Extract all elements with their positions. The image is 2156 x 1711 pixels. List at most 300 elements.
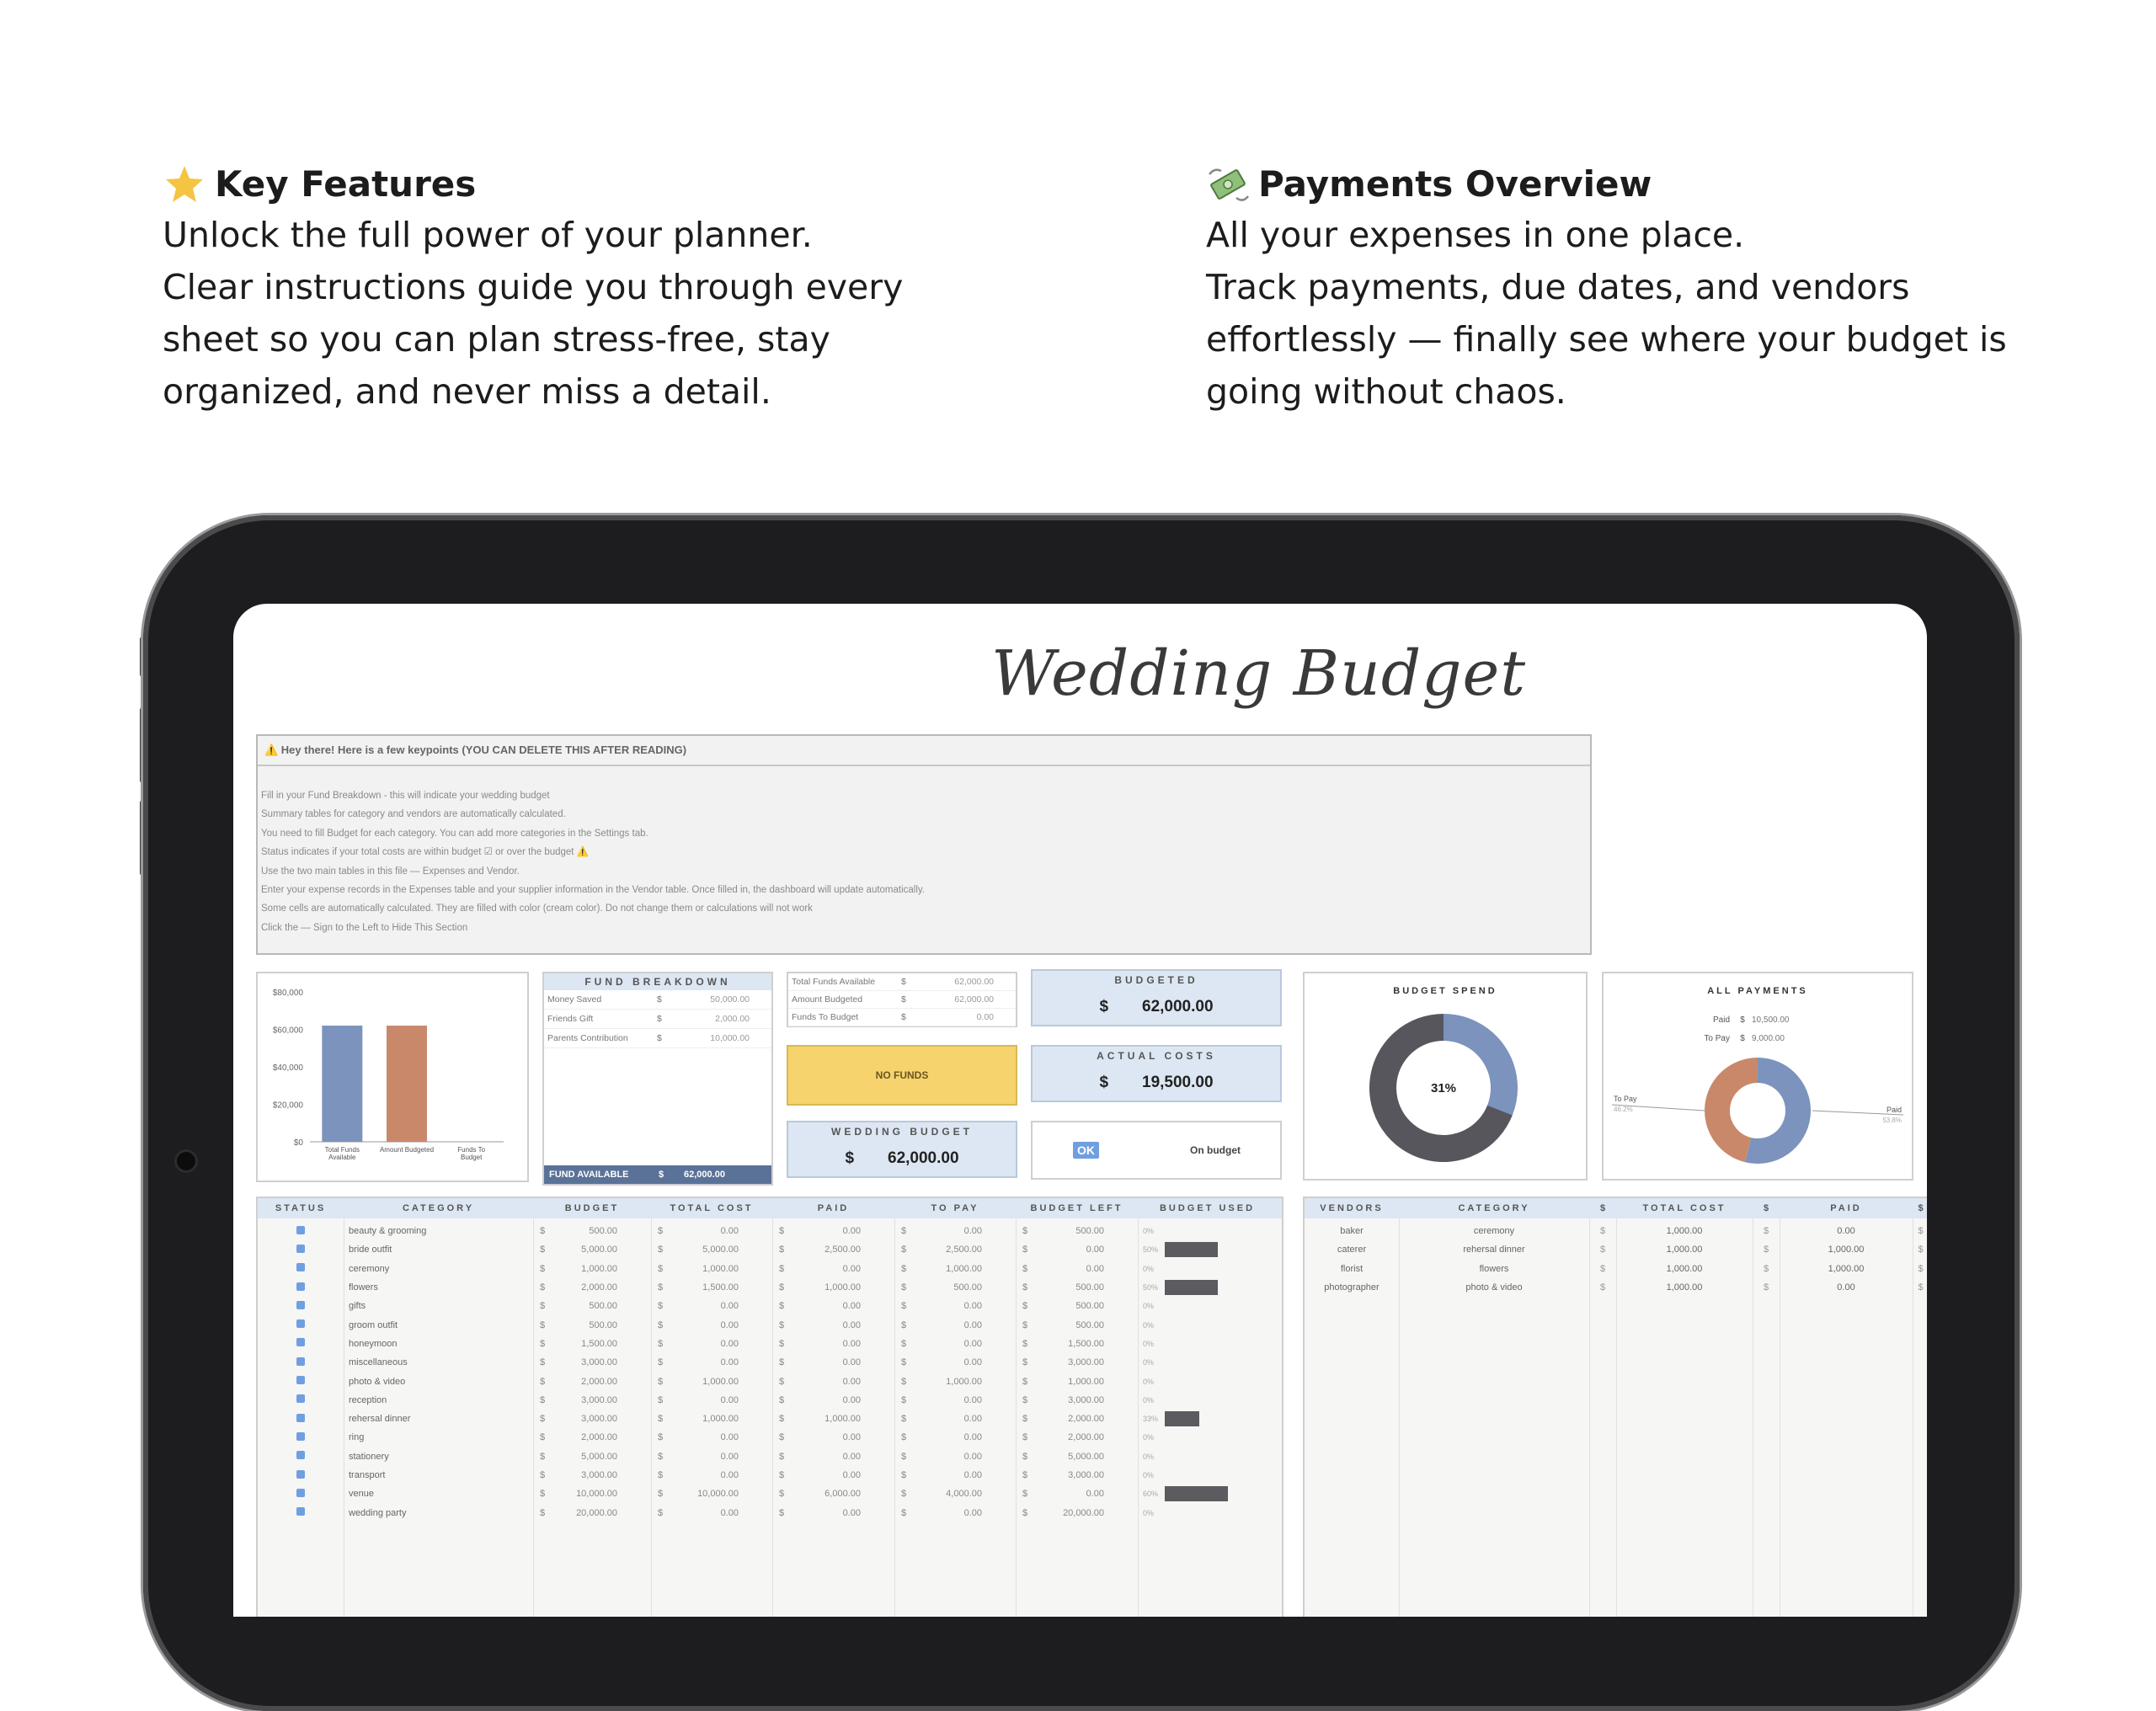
column-header[interactable]: BUDGET USED <box>1159 1203 1256 1213</box>
vendor-table <box>1303 1197 1927 1617</box>
money-value: 1,500.00 <box>581 1338 617 1349</box>
currency-symbol: $ <box>1599 1282 1606 1293</box>
money-value: 0.00 <box>963 1451 982 1462</box>
money-value: 3,000.00 <box>581 1394 617 1405</box>
budget-status <box>1031 1121 1282 1180</box>
currency-symbol: $ <box>658 1301 664 1312</box>
column-header[interactable]: $ <box>1918 1203 1924 1213</box>
paid-cell: 1,000.00 <box>1828 1263 1865 1274</box>
currency-symbol: $ <box>540 1226 546 1237</box>
money-value: 10,000.00 <box>697 1489 739 1500</box>
money-cell <box>772 1452 894 1462</box>
money-value: 5,000.00 <box>581 1245 617 1255</box>
checkbox-icon[interactable] <box>296 1432 305 1441</box>
sheet-title: Wedding Budget <box>991 637 1527 710</box>
money-value: 0.00 <box>1086 1489 1104 1500</box>
y-tick-label: $0 <box>293 1138 303 1148</box>
currency-symbol: $ <box>540 1245 546 1255</box>
money-cell <box>651 1452 772 1462</box>
currency-symbol: $ <box>658 1357 664 1368</box>
checkbox-icon[interactable] <box>296 1226 305 1234</box>
currency-symbol: $ <box>1022 1282 1028 1293</box>
budget-used-cell <box>1138 1486 1277 1501</box>
column-divider <box>1138 1218 1139 1617</box>
currency-symbol: $ <box>1022 1263 1028 1274</box>
budget-spend-title: BUDGET SPEND <box>1393 986 1497 996</box>
currency-symbol: $ <box>1918 1282 1924 1293</box>
money-cell <box>894 1432 1016 1442</box>
table-row[interactable] <box>258 1278 1282 1297</box>
money-value: 0.00 <box>842 1301 861 1312</box>
money-cell <box>533 1301 651 1311</box>
instructions-header: ⚠️ Hey there! Here is a few keypoints (YOU CAN DELETE THIS AFTER READING) <box>258 736 1590 766</box>
money-cell <box>894 1339 1016 1349</box>
wedding-budget-value: 62,000.00 <box>888 1149 959 1167</box>
money-cell <box>651 1377 772 1387</box>
fund-breakdown-table <box>542 972 773 1186</box>
topay-slice-pct: 46.2% <box>1614 1106 1633 1113</box>
money-cell <box>651 1414 772 1424</box>
money-value: 3,000.00 <box>581 1357 617 1368</box>
money-cell <box>1016 1395 1138 1405</box>
money-cell <box>533 1470 651 1480</box>
currency-symbol: $ <box>658 1394 664 1405</box>
money-value: 1,000.00 <box>581 1263 617 1274</box>
paid-cell: 0.00 <box>1837 1282 1855 1293</box>
money-value: 1,500.00 <box>702 1282 739 1293</box>
budget-used-label: 0% <box>1143 1264 1155 1273</box>
money-cell <box>894 1489 1016 1499</box>
money-value: 0.00 <box>720 1357 739 1368</box>
instructions-panel <box>256 734 1592 955</box>
column-divider <box>1616 1218 1617 1617</box>
budget-used-label: 50% <box>1143 1245 1159 1255</box>
instruction-item: You need to fill Budget for each category. You can add more categories in the Settings tab. <box>261 828 648 839</box>
budget-used-cell <box>1138 1433 1277 1442</box>
category-cell: honeymoon <box>349 1338 398 1349</box>
column-divider <box>894 1218 895 1617</box>
currency-symbol: $ <box>658 1226 664 1237</box>
table-row[interactable] <box>258 1466 1282 1484</box>
table-row[interactable] <box>258 1335 1282 1353</box>
currency-symbol: $ <box>540 1394 546 1405</box>
category-cell: venue <box>349 1489 374 1500</box>
budget-used-cell <box>1138 1452 1277 1461</box>
money-value: 2,000.00 <box>581 1282 617 1293</box>
bar-0 <box>322 1026 362 1142</box>
money-cell <box>533 1245 651 1255</box>
checkbox-icon[interactable] <box>296 1376 305 1384</box>
budget-used-label: 0% <box>1143 1471 1155 1479</box>
total-cost-cell: 1,000.00 <box>1666 1226 1703 1237</box>
column-header[interactable]: STATUS <box>275 1203 327 1213</box>
money-value: 0.00 <box>842 1394 861 1405</box>
fund-row[interactable]: Money Saved $ 50,000.00 <box>544 990 771 1010</box>
currency-symbol: $ <box>658 1319 664 1330</box>
budget-used-bar <box>1165 1242 1218 1257</box>
currency-symbol: $ <box>1763 1263 1769 1274</box>
column-header[interactable]: BUDGET LEFT <box>1030 1203 1123 1213</box>
table-row[interactable] <box>258 1315 1282 1334</box>
checkbox-icon[interactable] <box>296 1357 305 1366</box>
currency-symbol: $ <box>658 1263 664 1274</box>
money-cell <box>894 1301 1016 1311</box>
y-tick-label: $20,000 <box>272 1101 303 1111</box>
money-cell <box>1016 1245 1138 1255</box>
table-row[interactable] <box>258 1503 1282 1522</box>
money-value: 500.00 <box>589 1226 617 1237</box>
money-value: 0.00 <box>720 1338 739 1349</box>
money-value: 1,000.00 <box>702 1376 739 1387</box>
table-row[interactable] <box>258 1372 1282 1390</box>
tablet-screen <box>233 604 1927 1617</box>
currency-symbol: $ <box>901 1394 907 1405</box>
currency-symbol: $ <box>901 1226 907 1237</box>
key-features-title: Key Features <box>163 160 1131 209</box>
money-value: 20,000.00 <box>576 1507 617 1518</box>
status-cell <box>258 1301 344 1312</box>
column-header[interactable]: $ <box>1599 1203 1606 1213</box>
funds-summary-table <box>787 972 1017 1027</box>
budget-used-label: 0% <box>1143 1452 1155 1461</box>
budget-used-cell <box>1138 1242 1277 1257</box>
budget-used-cell <box>1138 1396 1277 1405</box>
budget-used-label: 0% <box>1143 1358 1155 1367</box>
money-value: 0.00 <box>963 1301 982 1312</box>
instructions-list <box>258 766 1590 937</box>
money-value: 2,000.00 <box>1068 1414 1104 1425</box>
x-tick-label: Amount Budgeted <box>379 1146 435 1154</box>
checkbox-icon[interactable] <box>296 1301 305 1309</box>
money-cell <box>772 1226 894 1236</box>
currency-symbol: $ <box>1763 1245 1769 1255</box>
column-header[interactable]: TOTAL COST <box>1642 1203 1726 1213</box>
money-cell <box>651 1301 772 1311</box>
checkbox-icon[interactable] <box>296 1263 305 1271</box>
money-cell <box>1016 1226 1138 1236</box>
paid-cell: 0.00 <box>1837 1226 1855 1237</box>
category-table <box>256 1197 1283 1617</box>
checkbox-icon[interactable] <box>296 1414 305 1422</box>
money-value: 1,500.00 <box>1068 1338 1104 1349</box>
table-row[interactable] <box>258 1222 1282 1240</box>
currency-symbol: $ <box>901 1470 907 1480</box>
checkbox-icon[interactable] <box>296 1489 305 1497</box>
money-cell <box>894 1395 1016 1405</box>
instruction-item: Use the two main tables in this file — Expenses and Vendor. <box>261 866 520 877</box>
money-cell <box>1016 1282 1138 1293</box>
money-cell <box>894 1264 1016 1274</box>
status-cell <box>258 1470 344 1481</box>
status-cell <box>258 1282 344 1293</box>
currency-symbol: $ <box>540 1376 546 1387</box>
currency-symbol: $ <box>779 1432 785 1443</box>
currency-symbol: $ <box>1022 1414 1028 1425</box>
x-tick-label: Total Funds <box>324 1146 360 1154</box>
money-cell <box>533 1264 651 1274</box>
currency-symbol: $ <box>1022 1226 1028 1237</box>
status-cell <box>258 1263 344 1274</box>
column-header[interactable]: TOTAL COST <box>670 1203 754 1213</box>
money-value: 4,000.00 <box>946 1489 982 1500</box>
currency-symbol: $ <box>540 1282 546 1293</box>
money-cell <box>533 1226 651 1236</box>
column-divider <box>651 1218 652 1617</box>
currency-symbol: $ <box>1918 1245 1924 1255</box>
checkbox-icon[interactable] <box>296 1245 305 1253</box>
budgeted-value: 62,000.00 <box>1142 998 1214 1015</box>
table-row[interactable] <box>258 1391 1282 1410</box>
table-row[interactable] <box>258 1353 1282 1372</box>
money-cell <box>894 1282 1016 1293</box>
money-cell <box>533 1357 651 1367</box>
all-payments-svg <box>1604 973 1912 1179</box>
budget-used-cell <box>1138 1358 1277 1367</box>
instruction-item: Some cells are automatically calculated. They are filled with color (cream color). Do not change them or calculations will not work <box>261 903 813 914</box>
budget-used-cell <box>1138 1321 1277 1330</box>
category-cell: rehersal dinner <box>1463 1245 1525 1255</box>
currency-symbol: $ <box>540 1507 546 1518</box>
table-row[interactable] <box>258 1484 1282 1503</box>
currency-symbol: $ <box>1022 1394 1028 1405</box>
instruction-item: Click the — Sign to the Left to Hide This Section <box>261 922 468 933</box>
paid-value: 10,500.00 <box>1752 1015 1790 1025</box>
column-header[interactable]: CATEGORY <box>402 1203 475 1213</box>
key-features-body: Unlock the full power of your planner. Clear instructions guide you through every sheet so you can plan stress-free, stay organized, and never miss a detail. <box>163 215 904 412</box>
money-value: 0.00 <box>963 1226 982 1237</box>
currency-symbol: $ <box>540 1414 546 1425</box>
currency-symbol: $ <box>658 1414 664 1425</box>
money-cell <box>651 1320 772 1330</box>
category-cell: reception <box>349 1394 387 1405</box>
checkbox-icon[interactable] <box>296 1319 305 1328</box>
currency-symbol: $ <box>540 1338 546 1349</box>
money-cell <box>772 1470 894 1480</box>
money-cell <box>651 1245 772 1255</box>
money-value: 0.00 <box>963 1357 982 1368</box>
table-row[interactable] <box>258 1240 1282 1259</box>
table-row[interactable] <box>258 1297 1282 1315</box>
currency-symbol: $ <box>540 1451 546 1462</box>
currency-symbol: $ <box>901 1414 907 1425</box>
budget-used-label: 0% <box>1143 1395 1155 1405</box>
currency-symbol: $ <box>1022 1432 1028 1443</box>
table-row[interactable] <box>258 1447 1282 1466</box>
total-cost-cell: 1,000.00 <box>1666 1245 1703 1255</box>
x-tick-label: Funds To <box>457 1146 486 1154</box>
table-row[interactable] <box>258 1260 1282 1278</box>
currency-symbol: $ <box>779 1376 785 1387</box>
category-cell: photo & video <box>1465 1282 1523 1293</box>
fund-row[interactable]: Parents Contribution $ 10,000.00 <box>544 1029 771 1048</box>
money-cell <box>894 1452 1016 1462</box>
currency-symbol: $ <box>540 1301 546 1312</box>
money-value: 3,000.00 <box>581 1470 617 1480</box>
budget-spend-svg <box>1305 973 1586 1179</box>
vendor-table-header <box>1305 1198 1927 1218</box>
category-cell: ring <box>349 1432 365 1443</box>
category-cell: transport <box>349 1470 386 1480</box>
summary-row: Total Funds Available $ 62,000.00 <box>788 973 1016 991</box>
money-cell <box>1016 1470 1138 1480</box>
money-value: 0.00 <box>720 1507 739 1518</box>
money-value: 5,000.00 <box>702 1245 739 1255</box>
currency-symbol: $ <box>1022 1470 1028 1480</box>
budget-used-bar <box>1165 1411 1199 1426</box>
status-cell <box>258 1489 344 1500</box>
money-cell <box>1016 1377 1138 1387</box>
donut-slice-spent <box>1444 1027 1504 1110</box>
money-cell <box>772 1377 894 1387</box>
currency-symbol: $ <box>1022 1507 1028 1518</box>
column-divider <box>533 1218 534 1617</box>
budget-used-label: 0% <box>1143 1433 1155 1442</box>
topay-label: To Pay <box>1704 1034 1730 1043</box>
money-value: 500.00 <box>589 1301 617 1312</box>
currency-symbol: $ <box>1022 1489 1028 1500</box>
checkbox-icon[interactable] <box>296 1338 305 1346</box>
currency-symbol: $ <box>1918 1226 1924 1237</box>
currency-symbol: $ <box>901 1301 907 1312</box>
checkbox-icon[interactable] <box>296 1451 305 1459</box>
currency-symbol: $ <box>901 1451 907 1462</box>
money-cell <box>651 1432 772 1442</box>
checkbox-icon[interactable] <box>296 1507 305 1516</box>
checkbox-icon[interactable] <box>296 1394 305 1403</box>
money-value: 20,000.00 <box>1063 1507 1104 1518</box>
money-value: 1,000.00 <box>702 1263 739 1274</box>
column-header[interactable]: VENDORS <box>1320 1203 1384 1213</box>
money-with-wings-icon <box>1206 163 1250 206</box>
money-cell <box>772 1245 894 1255</box>
money-value: 0.00 <box>720 1470 739 1480</box>
budget-used-label: 0% <box>1143 1508 1155 1517</box>
budget-used-label: 0% <box>1143 1320 1155 1330</box>
currency-symbol: $ <box>540 1263 546 1274</box>
money-value: 500.00 <box>953 1282 982 1293</box>
status-cell <box>258 1432 344 1443</box>
vendor-cell: florist <box>1340 1263 1364 1274</box>
money-value: 500.00 <box>589 1319 617 1330</box>
currency-symbol: $ <box>901 1245 907 1255</box>
column-header[interactable]: $ <box>1763 1203 1769 1213</box>
category-cell: gifts <box>349 1301 366 1312</box>
money-cell <box>651 1282 772 1293</box>
table-row[interactable] <box>258 1428 1282 1447</box>
money-cell <box>1016 1357 1138 1367</box>
column-divider <box>1016 1218 1017 1617</box>
currency-symbol: $ <box>540 1470 546 1480</box>
money-value: 0.00 <box>720 1301 739 1312</box>
money-cell <box>1016 1489 1138 1499</box>
currency-symbol: $ <box>658 1451 664 1462</box>
money-value: 5,000.00 <box>581 1451 617 1462</box>
money-cell <box>651 1395 772 1405</box>
category-cell: ceremony <box>349 1263 390 1274</box>
money-value: 0.00 <box>720 1319 739 1330</box>
column-divider <box>1399 1218 1400 1617</box>
money-value: 500.00 <box>1075 1282 1104 1293</box>
money-value: 0.00 <box>842 1451 861 1462</box>
money-cell <box>772 1282 894 1293</box>
money-cell <box>894 1245 1016 1255</box>
column-header[interactable]: TO PAY <box>931 1203 979 1213</box>
money-value: 1,000.00 <box>946 1376 982 1387</box>
category-cell: stationery <box>349 1451 389 1462</box>
budget-used-cell <box>1138 1227 1277 1235</box>
fund-row[interactable]: Friends Gift $ 2,000.00 <box>544 1010 771 1029</box>
table-row[interactable] <box>258 1410 1282 1428</box>
money-cell <box>772 1432 894 1442</box>
wedding-budget-card: WEDDING BUDGET $ 62,000.00 <box>787 1121 1017 1178</box>
money-value: 6,000.00 <box>825 1489 861 1500</box>
column-header[interactable]: BUDGET <box>564 1203 620 1213</box>
paid-slice-pct: 53.8% <box>1882 1117 1902 1124</box>
money-value: 3,000.00 <box>581 1414 617 1425</box>
checkbox-icon[interactable] <box>296 1470 305 1479</box>
currency-symbol: $ <box>540 1357 546 1368</box>
budget-spend-center-label: 31% <box>1430 1081 1457 1095</box>
currency-symbol: $ <box>779 1414 785 1425</box>
category-cell: flowers <box>349 1282 378 1293</box>
money-cell <box>772 1489 894 1499</box>
column-header[interactable]: PAID <box>1830 1203 1862 1213</box>
status-cell <box>258 1394 344 1405</box>
no-funds-indicator: NO FUNDS <box>787 1045 1017 1106</box>
money-cell <box>1016 1508 1138 1518</box>
currency-symbol: $ <box>901 1489 907 1500</box>
status-cell <box>258 1451 344 1462</box>
currency-symbol: $ <box>779 1319 785 1330</box>
money-value: 0.00 <box>963 1470 982 1480</box>
money-value: 1,000.00 <box>825 1414 861 1425</box>
currency-symbol: $ <box>779 1338 785 1349</box>
money-cell <box>894 1320 1016 1330</box>
currency-symbol: $ <box>779 1451 785 1462</box>
budget-used-cell <box>1138 1509 1277 1517</box>
checkbox-icon[interactable] <box>296 1282 305 1291</box>
category-cell: ceremony <box>1473 1226 1515 1237</box>
currency-symbol: $ <box>779 1357 785 1368</box>
money-value: 0.00 <box>720 1394 739 1405</box>
currency-symbol: $ <box>1599 1245 1606 1255</box>
money-cell <box>533 1414 651 1424</box>
money-value: 1,000.00 <box>702 1414 739 1425</box>
money-cell <box>533 1377 651 1387</box>
money-cell <box>1016 1414 1138 1424</box>
money-value: 0.00 <box>720 1451 739 1462</box>
instruction-item: Status indicates if your total costs are within budget ☑ or over the budget ⚠️ <box>261 847 590 858</box>
status-cell <box>258 1376 344 1387</box>
money-cell <box>533 1432 651 1442</box>
currency-symbol: $ <box>779 1507 785 1518</box>
currency-symbol: $ <box>1022 1245 1028 1255</box>
money-value: 2,000.00 <box>1068 1432 1104 1443</box>
currency-symbol: $ <box>658 1282 664 1293</box>
currency-symbol: $ <box>779 1282 785 1293</box>
money-value: 500.00 <box>1075 1301 1104 1312</box>
category-cell: beauty & grooming <box>349 1226 427 1237</box>
currency-symbol: $ <box>1022 1357 1028 1368</box>
money-value: 1,000.00 <box>1068 1376 1104 1387</box>
budget-used-label: 60% <box>1143 1490 1159 1499</box>
column-header[interactable]: CATEGORY <box>1458 1203 1530 1213</box>
budget-spend-chart <box>1303 972 1588 1181</box>
money-cell <box>1016 1452 1138 1462</box>
column-header[interactable]: PAID <box>817 1203 850 1213</box>
budget-used-label: 50% <box>1143 1283 1159 1293</box>
money-value: 0.00 <box>842 1432 861 1443</box>
